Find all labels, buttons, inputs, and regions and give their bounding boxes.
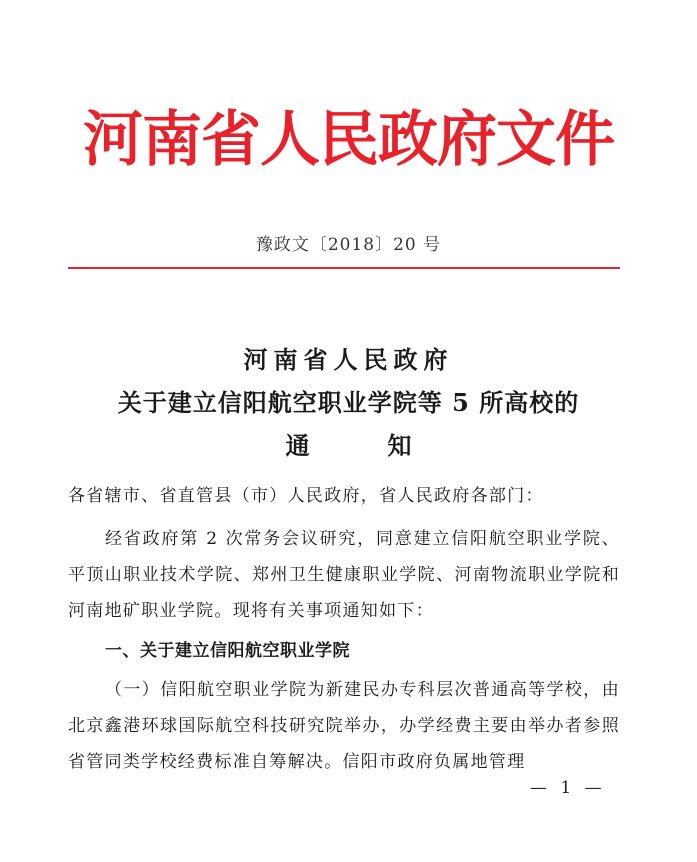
red-separator-line — [68, 267, 620, 269]
document-number: 豫政文〔2018〕20 号 — [255, 235, 442, 255]
section-1-heading: 一、关于建立信阳航空职业学院 — [105, 641, 350, 661]
paragraph-1: 经省政府第 2 次常务会议研究，同意建立信阳航空职业学院、平顶山职业技术学院、郑州卫生健康职业学院、河南物流职业学院和河南地矿职业学院。现将有关事项通知如下： — [68, 529, 620, 621]
notice-title-char-2: 知 — [387, 431, 412, 460]
notice-title-line-3 — [0, 426, 697, 461]
document-header: 河南省人民政府文件 — [83, 105, 614, 175]
notice-title-line-1: 河南省人民政府 — [243, 345, 454, 374]
page-number: — 1 — — [530, 778, 606, 798]
notice-title-line-2: 关于建立信阳航空职业学院等 5 所高校的 — [117, 388, 580, 417]
paragraph-2: （一）信阳航空职业学院为新建民办专科层次普通高等学校，由北京鑫港环球国际航空科技研究院举办，办学经费主要由举办者参照省管同类学校经费标准自筹解决。信阳市政府负属地管理 — [68, 680, 620, 772]
notice-title-char-1: 通 — [285, 431, 310, 460]
salutation: 各省辖市、省直管县（市）人民政府，省人民政府各部门： — [68, 486, 544, 506]
